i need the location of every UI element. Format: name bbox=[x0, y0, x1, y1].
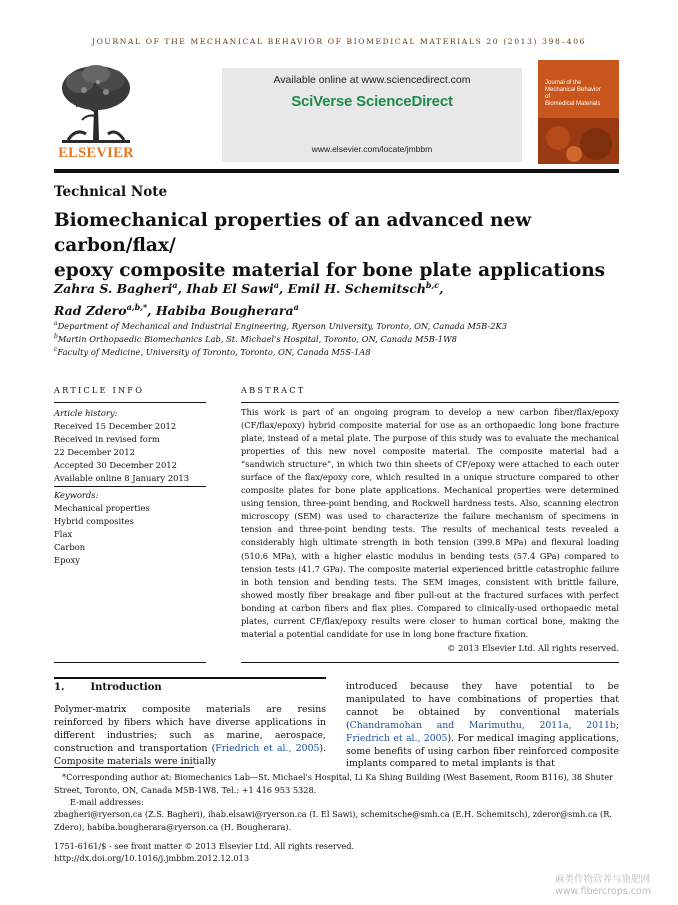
author-name: Zahra S. Bagheri bbox=[54, 281, 173, 297]
doi-link[interactable]: http://dx.doi.org/10.1016/j.jmbbm.2012.12.013 bbox=[54, 853, 250, 863]
keyword-item: Hybrid composites bbox=[54, 516, 134, 526]
available-online-text[interactable]: Available online at www.sciencedirect.com bbox=[273, 74, 471, 86]
intro-right-column: introduced because they have potential to be manipulated to have combinations of properties that cannot be obtained by conventional materials (Chandramohan and Marimuthu, 2011a, 2011b; Friedrich et al., 2005). For medical imaging applications, some benefits of using carbon fiber reinforced composite implants compared to metal implants is that bbox=[346, 681, 619, 770]
history-item: Received in revised form bbox=[54, 434, 160, 444]
sciencedirect-logo-text[interactable]: SciVerse ScienceDirect bbox=[291, 93, 453, 110]
abstract-text: This work is part of an ongoing program to develop a new carbon fiber/flax/epoxy (CF/flax/epoxy) hybrid composite material for use as an orthopaedic long bone fracture plate, instead of a metal plate. The purpose of this study was to evaluate the mechanical properties of this new novel composite material. The composite material had a “sandwich structure”, in which two thin sheets of CF/epoxy were attached to each outer surface of the flax/epoxy core, which resulted in a unique structure compared to other composite plates for bone plate applications. Mechanical properties were determined using tension, three-point bending, and Rockwell hardness tests. Also, scanning electron microscopy (SEM) was used to characterize the failure mechanism of specimens in tension and three-point bending tests. The results of mechanical tests revealed a considerably high ultimate strength in both tension (399.8 MPa) and flexural loading (510.6 MPa), with a higher elastic modulus in bending tests (57.4 GPa) compared to tension tests (41.7 GPa). The composite material experienced brittle catastrophic failure in both tension and bending tests. The SEM images, consistent with brittle failure, showed mostly fiber breakage and fiber pull-out at the fractured surfaces with perfect bonding at carbon fibers and flax plies. Compared to clinically-used orthopaedic metal plates, current CF/flax/epoxy results were closer to human cortical bone, making the material a potential candidate for use in long bone fracture fixation. bbox=[241, 407, 619, 639]
divider bbox=[54, 486, 206, 487]
affiliation: $^a$Department of Mechanical and Industrial Engineering, Ryerson University, Toronto, ON, Canada M5B-2K3 bbox=[54, 320, 507, 331]
author-name: Emil H. Schemitsch bbox=[287, 281, 426, 297]
section-heading: 1. Introduction bbox=[54, 682, 162, 693]
elsevier-tree-icon bbox=[54, 60, 138, 144]
author-name: Rad Zdero bbox=[54, 303, 127, 319]
divider bbox=[241, 402, 619, 403]
sciencedirect-banner bbox=[222, 68, 522, 162]
keyword-item: Carbon bbox=[54, 542, 86, 552]
history-item: Received 15 December 2012 bbox=[54, 421, 177, 431]
history-item: 22 December 2012 bbox=[54, 447, 135, 457]
article-type: Technical Note bbox=[54, 184, 168, 200]
divider bbox=[54, 402, 206, 403]
affiliation: $^c$Faculty of Medicine, University of Toronto, Toronto, ON, Canada M5S-1A8 bbox=[54, 346, 371, 357]
keyword-item: Epoxy bbox=[54, 555, 80, 565]
article-info-heading: ARTICLE INFO bbox=[54, 385, 145, 395]
keyword-item: Flax bbox=[54, 529, 73, 539]
elsevier-logo bbox=[54, 60, 138, 164]
divider bbox=[241, 662, 619, 663]
author-name: Habiba Bougherara bbox=[155, 303, 294, 319]
watermark: 麻类作物营养与施肥网 www.fibercrops.com bbox=[555, 874, 652, 897]
keywords-label: Keywords: bbox=[54, 490, 99, 500]
keyword-item: Mechanical properties bbox=[54, 503, 150, 513]
section-rule bbox=[54, 677, 326, 679]
header-rule bbox=[54, 169, 619, 173]
cover-title: Journal of the Mechanical Behavior of Biomedical Materials bbox=[545, 80, 601, 107]
article-title: Biomechanical properties of an advanced new carbon/flax/ epoxy composite material for bone plate applications bbox=[54, 210, 606, 281]
history-item: Accepted 30 December 2012 bbox=[54, 460, 177, 470]
affiliation: $^b$Martin Orthopaedic Biomechanics Lab, St. Michael's Hospital, Toronto, ON, Canada M5B-1W8 bbox=[54, 333, 457, 344]
divider bbox=[54, 662, 206, 663]
journal-running-header: JOURNAL OF THE MECHANICAL BEHAVIOR OF BIOMEDICAL MATERIALS 20 (2013) 398–406 bbox=[91, 37, 587, 46]
abstract-heading: ABSTRACT bbox=[241, 385, 306, 395]
article-history-label: Article history: bbox=[54, 408, 118, 418]
journal-cover-image bbox=[538, 60, 619, 164]
corresponding-author-note: *Corresponding author at: Biomechanics Lab—St. Michael's Hospital, Li Ka Shing Building (West Basement, Room B116), 38 Shuter Street, Toronto, ON, Canada M5B-1W8. Tel.: +1 416 953 5328. bbox=[54, 772, 613, 795]
copyright-notice: © 2013 Elsevier Ltd. All rights reserved. bbox=[447, 643, 619, 653]
citation-link[interactable]: Chandramohan and Marimuthu, 2011a, 2011b bbox=[349, 719, 616, 731]
intro-left-column: Polymer-matrix composite materials are resins reinforced by fibers which have diverse applications in different industries; such as marine, aerospace, construction and transportation (Friedrich et al., 2005). Composite materials were initially bbox=[54, 704, 326, 767]
elsevier-wordmark: ELSEVIER bbox=[58, 145, 134, 161]
email-label: E-mail addresses: bbox=[70, 797, 144, 807]
email-addresses: zbagheri@ryerson.ca (Z.S. Bagheri), ihab.elsawi@ryerson.ca (I. El Sawi), schemitsche@smh.ca (E.H. Schemitsch), zderor@smh.ca (R. Zdero), habiba.bougherara@ryerson.ca (H. Bougherara). bbox=[54, 809, 613, 832]
journal-url-link[interactable]: www.elsevier.com/locate/jmbbm bbox=[311, 144, 433, 154]
author-name: Ihab El Sawi bbox=[186, 281, 274, 297]
citation-link[interactable]: Friedrich et al., 2005 bbox=[346, 732, 448, 744]
footnote-rule bbox=[54, 767, 194, 768]
issn-line: 1751-6161/$ - see front matter © 2013 Elsevier Ltd. All rights reserved. bbox=[54, 841, 355, 851]
cover-artwork bbox=[538, 118, 619, 164]
author-list: Zahra S. Bagheri$^a$, Ihab El Sawi$^a$, Emil H. Schemitsch$^{b,c}$, Rad Zdero$^{a,b,*}$, Habiba Bougherara$^a$ bbox=[54, 280, 444, 319]
citation-link[interactable]: Friedrich et al., 2005 bbox=[215, 742, 320, 754]
history-item: Available online 8 January 2013 bbox=[54, 473, 190, 483]
